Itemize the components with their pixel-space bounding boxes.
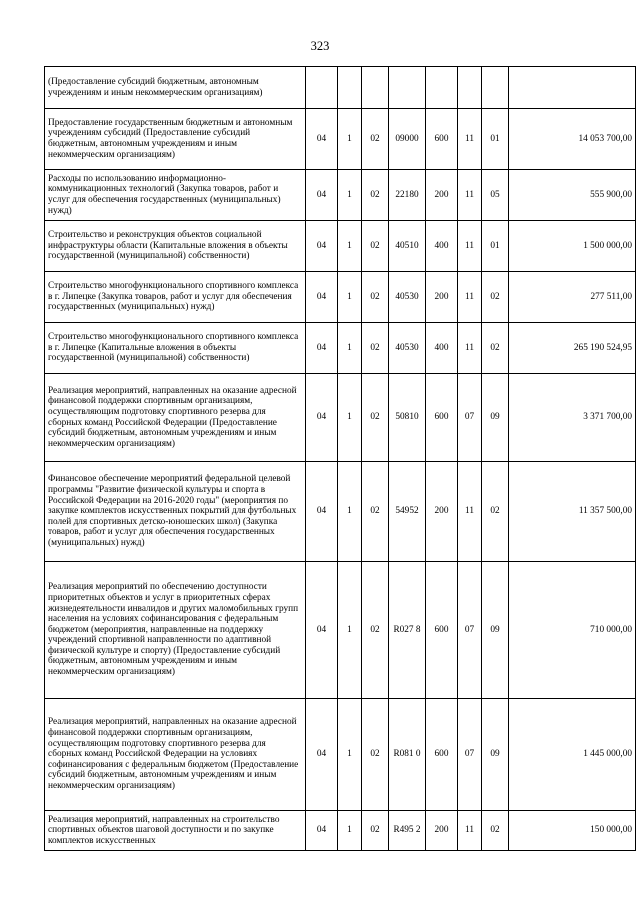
code-subsection: 01 bbox=[482, 109, 509, 170]
code-main-event: 02 bbox=[362, 562, 389, 699]
code-main-event: 02 bbox=[362, 272, 389, 323]
code-expense-type: 400 bbox=[426, 323, 458, 374]
amount: 11 357 500,00 bbox=[509, 462, 636, 562]
code-expense-type: 600 bbox=[426, 562, 458, 699]
amount bbox=[509, 67, 636, 109]
page-number: 323 bbox=[310, 39, 330, 53]
code-main-event: 02 bbox=[362, 699, 389, 811]
code-program: 04 bbox=[306, 221, 338, 272]
code-main-event: 02 bbox=[362, 374, 389, 462]
code-expense-type: 600 bbox=[426, 699, 458, 811]
amount: 1 445 000,00 bbox=[509, 699, 636, 811]
table-row bbox=[45, 699, 636, 811]
code-program: 04 bbox=[306, 109, 338, 170]
amount: 710 000,00 bbox=[509, 562, 636, 699]
table-row bbox=[45, 170, 636, 221]
code-subsection: 02 bbox=[482, 462, 509, 562]
code-direction: 50810 bbox=[389, 374, 426, 462]
code-direction: 22180 bbox=[389, 170, 426, 221]
code-program: 04 bbox=[306, 562, 338, 699]
code-program bbox=[306, 67, 338, 109]
code-section: 11 bbox=[458, 109, 482, 170]
code-subsection: 09 bbox=[482, 562, 509, 699]
code-main-event: 02 bbox=[362, 221, 389, 272]
code-direction: 40530 bbox=[389, 323, 426, 374]
code-program: 04 bbox=[306, 170, 338, 221]
code-main-event: 02 bbox=[362, 109, 389, 170]
code-main-event: 02 bbox=[362, 323, 389, 374]
code-direction bbox=[389, 67, 426, 109]
code-direction: R495 2 bbox=[389, 811, 426, 851]
code-subprogram: 1 bbox=[338, 811, 362, 851]
code-program: 04 bbox=[306, 811, 338, 851]
code-subsection: 02 bbox=[482, 811, 509, 851]
table-row bbox=[45, 272, 636, 323]
code-subprogram: 1 bbox=[338, 221, 362, 272]
code-subsection: 02 bbox=[482, 272, 509, 323]
amount: 3 371 700,00 bbox=[509, 374, 636, 462]
code-program: 04 bbox=[306, 323, 338, 374]
row-name: Реализация мероприятий, направленных на оказание адресной финансовой поддержки спортивным организациям, осуществляющим подготовку спортивного резерва для сборных команд Российской Федерации (Предоставление субсидий бюджетным, автономным учреждениям и иным некоммерческим организациям) bbox=[45, 374, 306, 462]
code-expense-type: 200 bbox=[426, 462, 458, 562]
amount: 14 053 700,00 bbox=[509, 109, 636, 170]
code-section: 11 bbox=[458, 221, 482, 272]
table-row bbox=[45, 323, 636, 374]
code-direction: 40530 bbox=[389, 272, 426, 323]
code-subsection bbox=[482, 67, 509, 109]
table-row bbox=[45, 221, 636, 272]
row-name: Строительство многофункционального спортивного комплекса в г. Липецке (Закупка товаров, работ и услуг для обеспечения государственных (муниципальных) нужд) bbox=[45, 272, 306, 323]
table-row bbox=[45, 374, 636, 462]
code-section: 11 bbox=[458, 272, 482, 323]
row-name: Финансовое обеспечение мероприятий федеральной целевой программы "Развитие физической культуры и спорта в Российской Федерации на 2016-2020 годы" (мероприятия по закупке комплектов искусственных покрытий для футбольных полей для спортивных детско-юношеских школ) (Закупка товаров, работ и услуг для обеспечения государственных (муниципальных) нужд) bbox=[45, 462, 306, 562]
code-direction: 09000 bbox=[389, 109, 426, 170]
code-subprogram: 1 bbox=[338, 323, 362, 374]
table-row bbox=[45, 462, 636, 562]
code-expense-type: 200 bbox=[426, 272, 458, 323]
amount: 150 000,00 bbox=[509, 811, 636, 851]
code-subsection: 02 bbox=[482, 323, 509, 374]
code-direction: R081 0 bbox=[389, 699, 426, 811]
table-row bbox=[45, 811, 636, 851]
table-row bbox=[45, 562, 636, 699]
code-section: 07 bbox=[458, 374, 482, 462]
code-program: 04 bbox=[306, 272, 338, 323]
row-name: Реализация мероприятий по обеспечению доступности приоритетных объектов и услуг в приоритетных сферах жизнедеятельности инвалидов и других маломобильных групп населения на условиях софинансирования с федеральным бюджетом (мероприятия, направленные на поддержку учреждений спортивной направленности по адаптивной физической культуре и спорту) (Предоставление субсидий бюджетным, автономным учреждениям и иным некоммерческим организациям) bbox=[45, 562, 306, 699]
code-subprogram: 1 bbox=[338, 699, 362, 811]
code-subprogram: 1 bbox=[338, 374, 362, 462]
row-name: Строительство многофункционального спортивного комплекса в г. Липецке (Капитальные вложения в объекты государственной (муниципальной) собственности) bbox=[45, 323, 306, 374]
code-subsection: 01 bbox=[482, 221, 509, 272]
code-subsection: 09 bbox=[482, 699, 509, 811]
code-program: 04 bbox=[306, 462, 338, 562]
code-subprogram: 1 bbox=[338, 462, 362, 562]
code-expense-type bbox=[426, 67, 458, 109]
code-section: 07 bbox=[458, 562, 482, 699]
code-subprogram: 1 bbox=[338, 272, 362, 323]
row-name: Реализация мероприятий, направленных на оказание адресной финансовой поддержки спортивным организациям, осуществляющим подготовку спортивного резерва для сборных команд Российской Федерации на условиях софинансирования с федеральным бюджетом (Предоставление субсидий бюджетным, автономным учреждениям и иным некоммерческим организациям) bbox=[45, 699, 306, 811]
code-section: 11 bbox=[458, 323, 482, 374]
code-subprogram bbox=[338, 67, 362, 109]
code-section: 11 bbox=[458, 170, 482, 221]
code-subsection: 09 bbox=[482, 374, 509, 462]
amount: 277 511,00 bbox=[509, 272, 636, 323]
code-section bbox=[458, 67, 482, 109]
amount: 555 900,00 bbox=[509, 170, 636, 221]
code-main-event bbox=[362, 67, 389, 109]
code-subprogram: 1 bbox=[338, 562, 362, 699]
table-row bbox=[45, 109, 636, 170]
code-program: 04 bbox=[306, 699, 338, 811]
code-expense-type: 600 bbox=[426, 109, 458, 170]
row-name: Расходы по использованию информационно-коммуникационных технологий (Закупка товаров, работ и услуг для обеспечения государственных (муниципальных) нужд) bbox=[45, 170, 306, 221]
code-expense-type: 400 bbox=[426, 221, 458, 272]
code-subprogram: 1 bbox=[338, 109, 362, 170]
code-section: 07 bbox=[458, 699, 482, 811]
code-section: 11 bbox=[458, 811, 482, 851]
code-main-event: 02 bbox=[362, 811, 389, 851]
row-name: Предоставление государственным бюджетным и автономным учреждениям субсидий (Предоставление субсидий бюджетным, автономным учреждениям и иным некоммерческим организациям) bbox=[45, 109, 306, 170]
code-subsection: 05 bbox=[482, 170, 509, 221]
code-subprogram: 1 bbox=[338, 170, 362, 221]
code-expense-type: 200 bbox=[426, 811, 458, 851]
code-direction: 54952 bbox=[389, 462, 426, 562]
amount: 1 500 000,00 bbox=[509, 221, 636, 272]
code-expense-type: 200 bbox=[426, 170, 458, 221]
code-main-event: 02 bbox=[362, 170, 389, 221]
budget-table bbox=[44, 66, 636, 851]
code-section: 11 bbox=[458, 462, 482, 562]
table-row bbox=[45, 67, 636, 109]
code-direction: 40510 bbox=[389, 221, 426, 272]
code-program: 04 bbox=[306, 374, 338, 462]
code-main-event: 02 bbox=[362, 462, 389, 562]
code-expense-type: 600 bbox=[426, 374, 458, 462]
row-name: Строительство и реконструкция объектов социальной инфраструктуры области (Капитальные вложения в объекты государственной (муниципальной) собственности) bbox=[45, 221, 306, 272]
row-name: Реализация мероприятий, направленных на строительство спортивных объектов шаговой доступности и по закупке комплектов искусственных bbox=[45, 811, 306, 851]
amount: 265 190 524,95 bbox=[509, 323, 636, 374]
code-direction: R027 8 bbox=[389, 562, 426, 699]
row-name: (Предоставление субсидий бюджетным, автономным учреждениям и иным некоммерческим организациям) bbox=[45, 67, 306, 109]
